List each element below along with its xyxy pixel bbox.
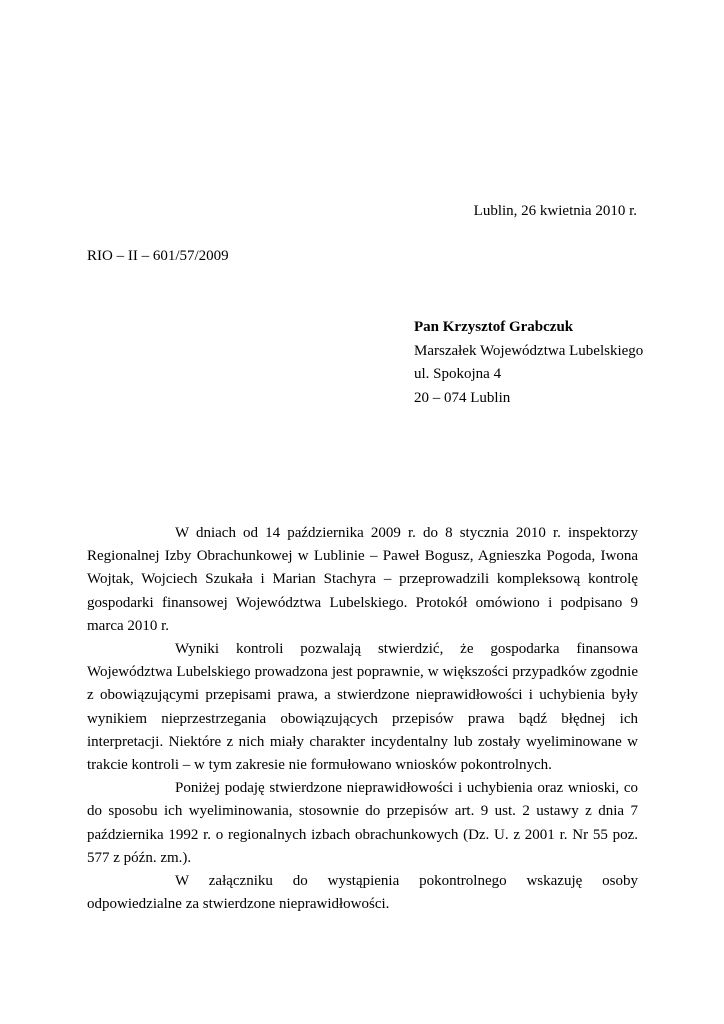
body-paragraph: Poniżej podaję stwierdzone nieprawidłowości i uchybienia oraz wnioski, co do sposobu ich wyeliminowania, stosownie do przepisów art. 9 ust. 2 ustawy z dnia 7 października 1992 r. o regionalnych izbach obrachunkowych (Dz. U. z 2001 r. Nr 55 poz. 577 z późn. zm.). [87, 780, 638, 866]
recipient-street: ul. Spokojna 4 [414, 366, 502, 382]
reference-number: RIO – II – 601/57/2009 [87, 248, 229, 264]
recipient-title: Marszałek Województwa Lubelskiego [414, 342, 644, 359]
recipient-address-block [414, 316, 643, 410]
recipient-name: Pan Krzysztof Grabczuk [414, 319, 574, 335]
recipient-city: 20 – 074 Lublin [414, 389, 511, 406]
body-paragraph: W dniach od 14 października 2009 r. do 8 stycznia 2010 r. inspektorzy Regionalnej Izby Obrachunkowej w Lublinie – Paweł Bogusz, Agnieszka Pogoda, Iwona Wojtak, Wojciech Szukała i Marian Stachyra – przeprowadzili kompleksową kontrolę gospodarki finansowej Województwa Lubelskiego. Protokół omówiono i podpisano 9 marca 2010 r. [87, 525, 638, 634]
letter-body [87, 522, 638, 916]
body-paragraph: W załączniku do wystąpienia pokontrolnego wskazuję osoby odpowiedzialne za stwierdzone nieprawidłowości. [87, 873, 638, 913]
place-and-date: Lublin, 26 kwietnia 2010 r. [473, 203, 637, 219]
body-paragraph: Wyniki kontroli pozwalają stwierdzić, że gospodarka finansowa Województwa Lubelskiego prowadzona jest poprawnie, w większości przypadków zgodnie z obowiązującymi przepisami prawa, a stwierdzone nieprawidłowości i uchybienia były wynikiem nieprzestrzegania obowiązujących przepisów prawa bądź błędnej ich interpretacji. Niektóre z nich miały charakter incydentalny lub zostały wyeliminowane w trakcie kontroli – w tym zakresie nie formułowano wniosków pokontrolnych. [87, 641, 638, 774]
